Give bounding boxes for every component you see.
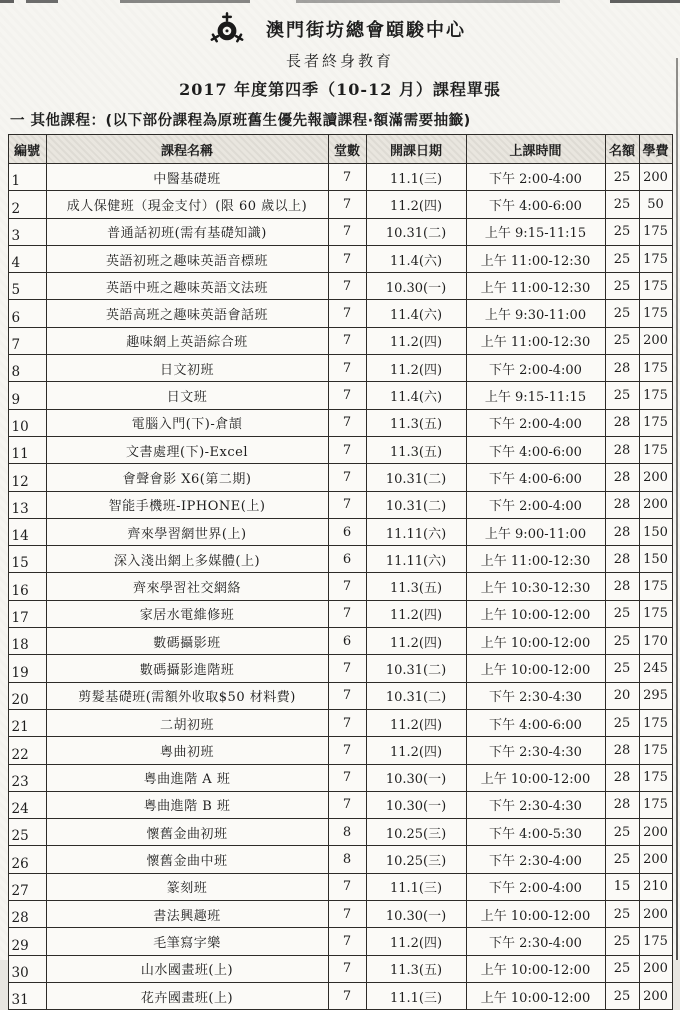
- table-row: [8, 846, 672, 873]
- row-number-cell: 31: [8, 982, 46, 1009]
- row-number-cell: 16: [8, 573, 46, 600]
- table-row: [8, 491, 672, 518]
- start-date-cell: 10.30(一): [366, 901, 466, 928]
- start-date-cell: 10.25(三): [366, 819, 466, 846]
- time-cell: 上午 10:00-12:00: [466, 655, 605, 682]
- fee-cell: 175: [639, 573, 672, 600]
- course-name-cell: 普通話初班(需有基礎知識): [46, 218, 328, 245]
- time-cell: 上午 10:00-12:00: [466, 955, 605, 982]
- start-date-cell: 11.11(六): [366, 518, 466, 545]
- fee-cell: 175: [639, 791, 672, 818]
- sessions-cell: 7: [328, 436, 366, 463]
- sessions-cell: 7: [328, 655, 366, 682]
- sessions-cell: 7: [328, 737, 366, 764]
- start-date-cell: 11.4(六): [366, 300, 466, 327]
- quota-cell: 25: [605, 273, 639, 300]
- row-number-cell: 5: [8, 273, 46, 300]
- row-number-cell: 24: [8, 791, 46, 818]
- table-row: [8, 791, 672, 818]
- table-row: [8, 573, 672, 600]
- sessions-cell: 7: [328, 464, 366, 491]
- course-name-cell: 電腦入門(下)-倉頡: [46, 409, 328, 436]
- table-row: [8, 764, 672, 791]
- start-date-cell: 10.31(二): [366, 218, 466, 245]
- row-number-cell: 18: [8, 628, 46, 655]
- quota-cell: 25: [605, 628, 639, 655]
- quota-cell: 25: [605, 245, 639, 272]
- table-row: [8, 709, 672, 736]
- time-cell: 下午 4:00-5:30: [466, 819, 605, 846]
- start-date-cell: 11.1(三): [366, 164, 466, 191]
- table-row: [8, 928, 672, 955]
- fee-cell: 200: [639, 846, 672, 873]
- table-row: [8, 409, 672, 436]
- row-number-cell: 26: [8, 846, 46, 873]
- fee-cell: 200: [639, 491, 672, 518]
- row-number-cell: 1: [8, 164, 46, 191]
- sessions-cell: 7: [328, 873, 366, 900]
- sessions-cell: 7: [328, 573, 366, 600]
- quota-cell: 25: [605, 982, 639, 1009]
- table-row: [8, 300, 672, 327]
- sessions-cell: 7: [328, 327, 366, 354]
- course-name-cell: 齊來學習網世界(上): [46, 518, 328, 545]
- time-cell: 上午 11:00-12:30: [466, 327, 605, 354]
- quota-cell: 28: [605, 764, 639, 791]
- course-name-cell: 深入淺出網上多媒體(上): [46, 546, 328, 573]
- start-date-cell: 11.2(四): [366, 191, 466, 218]
- start-date-cell: 10.31(二): [366, 464, 466, 491]
- scan-artifact-right-edge: [676, 58, 678, 960]
- row-number-cell: 13: [8, 491, 46, 518]
- table-row: [8, 655, 672, 682]
- sessions-cell: 7: [328, 764, 366, 791]
- org-title-line: [0, 10, 680, 48]
- table-row: [8, 218, 672, 245]
- course-name-cell: 日文班: [46, 382, 328, 409]
- sessions-cell: 8: [328, 819, 366, 846]
- fee-cell: 175: [639, 737, 672, 764]
- course-name-cell: 數碼攝影進階班: [46, 655, 328, 682]
- quota-cell: 28: [605, 355, 639, 382]
- quota-cell: 25: [605, 955, 639, 982]
- col-header-fee: 學費: [639, 135, 672, 164]
- row-number-cell: 22: [8, 737, 46, 764]
- quota-cell: 28: [605, 436, 639, 463]
- fee-cell: 295: [639, 682, 672, 709]
- row-number-cell: 29: [8, 928, 46, 955]
- row-number-cell: 17: [8, 600, 46, 627]
- table-row: [8, 273, 672, 300]
- start-date-cell: 10.25(三): [366, 846, 466, 873]
- time-cell: 下午 4:00-6:00: [466, 191, 605, 218]
- sessions-cell: 7: [328, 600, 366, 627]
- time-cell: 上午 11:00-12:30: [466, 273, 605, 300]
- quota-cell: 25: [605, 327, 639, 354]
- fee-cell: 245: [639, 655, 672, 682]
- quota-cell: 25: [605, 709, 639, 736]
- course-name-cell: 英語初班之趣味英語音標班: [46, 245, 328, 272]
- fee-cell: 200: [639, 819, 672, 846]
- fee-cell: 175: [639, 300, 672, 327]
- row-number-cell: 4: [8, 245, 46, 272]
- sessions-cell: 8: [328, 846, 366, 873]
- time-cell: 上午 11:00-12:30: [466, 546, 605, 573]
- quota-cell: 20: [605, 682, 639, 709]
- row-number-cell: 8: [8, 355, 46, 382]
- table-row: [8, 628, 672, 655]
- sessions-cell: 7: [328, 300, 366, 327]
- row-number-cell: 19: [8, 655, 46, 682]
- table-row: [8, 355, 672, 382]
- course-table-body: [8, 164, 672, 1010]
- course-name-cell: 家居水電維修班: [46, 600, 328, 627]
- time-cell: 上午 9:30-11:00: [466, 300, 605, 327]
- start-date-cell: 11.11(六): [366, 546, 466, 573]
- start-date-cell: 11.3(五): [366, 573, 466, 600]
- doc-subtitle: 長者終身教育: [285, 52, 394, 70]
- start-date-cell: 11.3(五): [366, 436, 466, 463]
- time-cell: 上午 9:15-11:15: [466, 382, 605, 409]
- sessions-cell: 7: [328, 191, 366, 218]
- sessions-cell: 7: [328, 164, 366, 191]
- col-header-number: 編號: [8, 135, 46, 164]
- course-name-cell: 粵曲進階 B 班: [46, 791, 328, 818]
- course-name-cell: 文書處理(下)-Excel: [46, 436, 328, 463]
- table-row: [8, 436, 672, 463]
- fee-cell: 175: [639, 273, 672, 300]
- fee-cell: 200: [639, 901, 672, 928]
- fee-cell: 175: [639, 600, 672, 627]
- time-cell: 上午 10:00-12:00: [466, 600, 605, 627]
- col-header-course: 課程名稱: [46, 135, 328, 164]
- start-date-cell: 11.2(四): [366, 928, 466, 955]
- course-name-cell: 中醫基礎班: [46, 164, 328, 191]
- quota-cell: 15: [605, 873, 639, 900]
- sessions-cell: 7: [328, 901, 366, 928]
- table-row: [8, 819, 672, 846]
- row-number-cell: 30: [8, 955, 46, 982]
- quota-cell: 28: [605, 491, 639, 518]
- start-date-cell: 11.2(四): [366, 327, 466, 354]
- course-name-cell: 英語中班之趣味英語文法班: [46, 273, 328, 300]
- fee-cell: 200: [639, 164, 672, 191]
- quota-cell: 25: [605, 218, 639, 245]
- start-date-cell: 10.30(一): [366, 273, 466, 300]
- fee-cell: 175: [639, 355, 672, 382]
- row-number-cell: 6: [8, 300, 46, 327]
- table-row: [8, 327, 672, 354]
- course-table: [8, 134, 673, 1010]
- document-header: [0, 0, 680, 100]
- time-cell: 下午 4:00-6:00: [466, 436, 605, 463]
- time-cell: 下午 2:00-4:00: [466, 164, 605, 191]
- start-date-cell: 11.3(五): [366, 409, 466, 436]
- time-cell: 上午 10:30-12:30: [466, 573, 605, 600]
- time-cell: 下午 2:30-4:00: [466, 846, 605, 873]
- course-name-cell: 粵曲初班: [46, 737, 328, 764]
- row-number-cell: 15: [8, 546, 46, 573]
- course-name-cell: 數碼攝影班: [46, 628, 328, 655]
- sessions-cell: 7: [328, 491, 366, 518]
- course-name-cell: 篆刻班: [46, 873, 328, 900]
- fee-cell: 175: [639, 218, 672, 245]
- course-name-cell: 會聲會影 X6(第二期): [46, 464, 328, 491]
- row-number-cell: 20: [8, 682, 46, 709]
- fee-cell: 175: [639, 409, 672, 436]
- time-cell: 上午 9:15-11:15: [466, 218, 605, 245]
- row-number-cell: 28: [8, 901, 46, 928]
- sessions-cell: 7: [328, 682, 366, 709]
- time-cell: 上午 9:00-11:00: [466, 518, 605, 545]
- quota-cell: 28: [605, 409, 639, 436]
- row-number-cell: 21: [8, 709, 46, 736]
- table-row: [8, 245, 672, 272]
- kaifong-emblem-icon: [208, 10, 246, 48]
- course-name-cell: 毛筆寫字樂: [46, 928, 328, 955]
- sessions-cell: 6: [328, 546, 366, 573]
- sessions-cell: 7: [328, 791, 366, 818]
- start-date-cell: 11.2(四): [366, 355, 466, 382]
- fee-cell: 150: [639, 518, 672, 545]
- fee-cell: 175: [639, 436, 672, 463]
- table-row: [8, 901, 672, 928]
- time-cell: 下午 4:00-6:00: [466, 709, 605, 736]
- row-number-cell: 14: [8, 518, 46, 545]
- start-date-cell: 11.2(四): [366, 709, 466, 736]
- start-date-cell: 10.30(一): [366, 791, 466, 818]
- quota-cell: 28: [605, 464, 639, 491]
- table-row: [8, 464, 672, 491]
- fee-cell: 175: [639, 709, 672, 736]
- table-row: [8, 191, 672, 218]
- fee-cell: 175: [639, 245, 672, 272]
- time-cell: 下午 4:00-6:00: [466, 464, 605, 491]
- time-cell: 下午 2:30-4:30: [466, 791, 605, 818]
- quota-cell: 28: [605, 737, 639, 764]
- quota-cell: 25: [605, 846, 639, 873]
- start-date-cell: 10.31(二): [366, 655, 466, 682]
- section-heading: 一 其他課程：(以下部份課程為原班舊生優先報讀課程·額滿需要抽籤): [10, 113, 471, 129]
- row-number-cell: 25: [8, 819, 46, 846]
- course-name-cell: 花卉國畫班(上): [46, 982, 328, 1009]
- fee-cell: 200: [639, 955, 672, 982]
- sessions-cell: 7: [328, 355, 366, 382]
- fee-cell: 170: [639, 628, 672, 655]
- time-cell: 上午 10:00-12:00: [466, 901, 605, 928]
- table-row: [8, 737, 672, 764]
- row-number-cell: 7: [8, 327, 46, 354]
- sessions-cell: 7: [328, 382, 366, 409]
- col-header-quota: 名額: [605, 135, 639, 164]
- time-cell: 上午 11:00-12:30: [466, 245, 605, 272]
- course-name-cell: 書法興趣班: [46, 901, 328, 928]
- sessions-cell: 6: [328, 518, 366, 545]
- fee-cell: 200: [639, 327, 672, 354]
- sessions-cell: 7: [328, 709, 366, 736]
- course-name-cell: 山水國畫班(上): [46, 955, 328, 982]
- course-name-cell: 英語高班之趣味英語會話班: [46, 300, 328, 327]
- time-cell: 上午 10:00-12:00: [466, 628, 605, 655]
- sessions-cell: 7: [328, 273, 366, 300]
- start-date-cell: 11.2(四): [366, 737, 466, 764]
- quota-cell: 25: [605, 191, 639, 218]
- quota-cell: 25: [605, 600, 639, 627]
- start-date-cell: 11.1(三): [366, 873, 466, 900]
- quota-cell: 25: [605, 901, 639, 928]
- start-date-cell: 11.4(六): [366, 245, 466, 272]
- fee-cell: 175: [639, 764, 672, 791]
- time-cell: 下午 2:00-4:00: [466, 491, 605, 518]
- quota-cell: 25: [605, 819, 639, 846]
- sessions-cell: 7: [328, 218, 366, 245]
- doc-title: 2017 年度第四季（10-12 月）課程單張: [179, 80, 501, 99]
- sessions-cell: 6: [328, 628, 366, 655]
- sessions-cell: 7: [328, 928, 366, 955]
- quota-cell: 28: [605, 518, 639, 545]
- row-number-cell: 3: [8, 218, 46, 245]
- course-name-cell: 成人保健班（現金支付）(限 60 歲以上): [46, 191, 328, 218]
- sessions-cell: 7: [328, 245, 366, 272]
- table-row: [8, 164, 672, 191]
- sessions-cell: 7: [328, 955, 366, 982]
- start-date-cell: 10.31(二): [366, 682, 466, 709]
- course-name-cell: 趣味網上英語綜合班: [46, 327, 328, 354]
- time-cell: 下午 2:00-4:00: [466, 355, 605, 382]
- quota-cell: 28: [605, 573, 639, 600]
- course-name-cell: 齊來學習社交網絡: [46, 573, 328, 600]
- course-name-cell: 二胡初班: [46, 709, 328, 736]
- start-date-cell: 11.2(四): [366, 628, 466, 655]
- fee-cell: 200: [639, 982, 672, 1009]
- row-number-cell: 11: [8, 436, 46, 463]
- row-number-cell: 12: [8, 464, 46, 491]
- row-number-cell: 23: [8, 764, 46, 791]
- time-cell: 上午 10:00-12:00: [466, 982, 605, 1009]
- row-number-cell: 10: [8, 409, 46, 436]
- table-row: [8, 382, 672, 409]
- quota-cell: 25: [605, 300, 639, 327]
- row-number-cell: 27: [8, 873, 46, 900]
- fee-cell: 50: [639, 191, 672, 218]
- quota-cell: 25: [605, 928, 639, 955]
- course-name-cell: 粵曲進階 A 班: [46, 764, 328, 791]
- start-date-cell: 11.2(四): [366, 600, 466, 627]
- fee-cell: 175: [639, 928, 672, 955]
- fee-cell: 175: [639, 382, 672, 409]
- course-table-head: [8, 135, 672, 164]
- quota-cell: 25: [605, 164, 639, 191]
- fee-cell: 150: [639, 546, 672, 573]
- table-row: [8, 873, 672, 900]
- scan-artifact-top-edge: [0, 0, 680, 3]
- header-row: [8, 135, 672, 164]
- table-row: [8, 518, 672, 545]
- table-row: [8, 546, 672, 573]
- quota-cell: 28: [605, 546, 639, 573]
- col-header-date: 開課日期: [366, 135, 466, 164]
- table-row: [8, 982, 672, 1009]
- table-row: [8, 600, 672, 627]
- fee-cell: 210: [639, 873, 672, 900]
- time-cell: 下午 2:30-4:30: [466, 682, 605, 709]
- sessions-cell: 7: [328, 982, 366, 1009]
- start-date-cell: 11.3(五): [366, 955, 466, 982]
- fee-cell: 200: [639, 464, 672, 491]
- time-cell: 下午 2:30-4:30: [466, 737, 605, 764]
- course-name-cell: 剪髮基礎班(需額外收取$50 材料費): [46, 682, 328, 709]
- course-name-cell: 智能手機班-IPHONE(上): [46, 491, 328, 518]
- start-date-cell: 11.1(三): [366, 982, 466, 1009]
- table-row: [8, 955, 672, 982]
- table-row: [8, 682, 672, 709]
- time-cell: 上午 10:00-12:00: [466, 764, 605, 791]
- start-date-cell: 11.4(六): [366, 382, 466, 409]
- start-date-cell: 10.30(一): [366, 764, 466, 791]
- time-cell: 下午 2:00-4:00: [466, 873, 605, 900]
- course-name-cell: 懷舊金曲中班: [46, 846, 328, 873]
- col-header-sessions: 堂數: [328, 135, 366, 164]
- org-name: 澳門街坊總會頤駿中心: [266, 20, 466, 41]
- col-header-time: 上課時間: [466, 135, 605, 164]
- quota-cell: 25: [605, 382, 639, 409]
- time-cell: 下午 2:30-4:00: [466, 928, 605, 955]
- time-cell: 下午 2:00-4:00: [466, 409, 605, 436]
- row-number-cell: 9: [8, 382, 46, 409]
- sessions-cell: 7: [328, 409, 366, 436]
- quota-cell: 28: [605, 791, 639, 818]
- start-date-cell: 10.31(二): [366, 491, 466, 518]
- quota-cell: 25: [605, 655, 639, 682]
- course-name-cell: 日文初班: [46, 355, 328, 382]
- course-name-cell: 懷舊金曲初班: [46, 819, 328, 846]
- row-number-cell: 2: [8, 191, 46, 218]
